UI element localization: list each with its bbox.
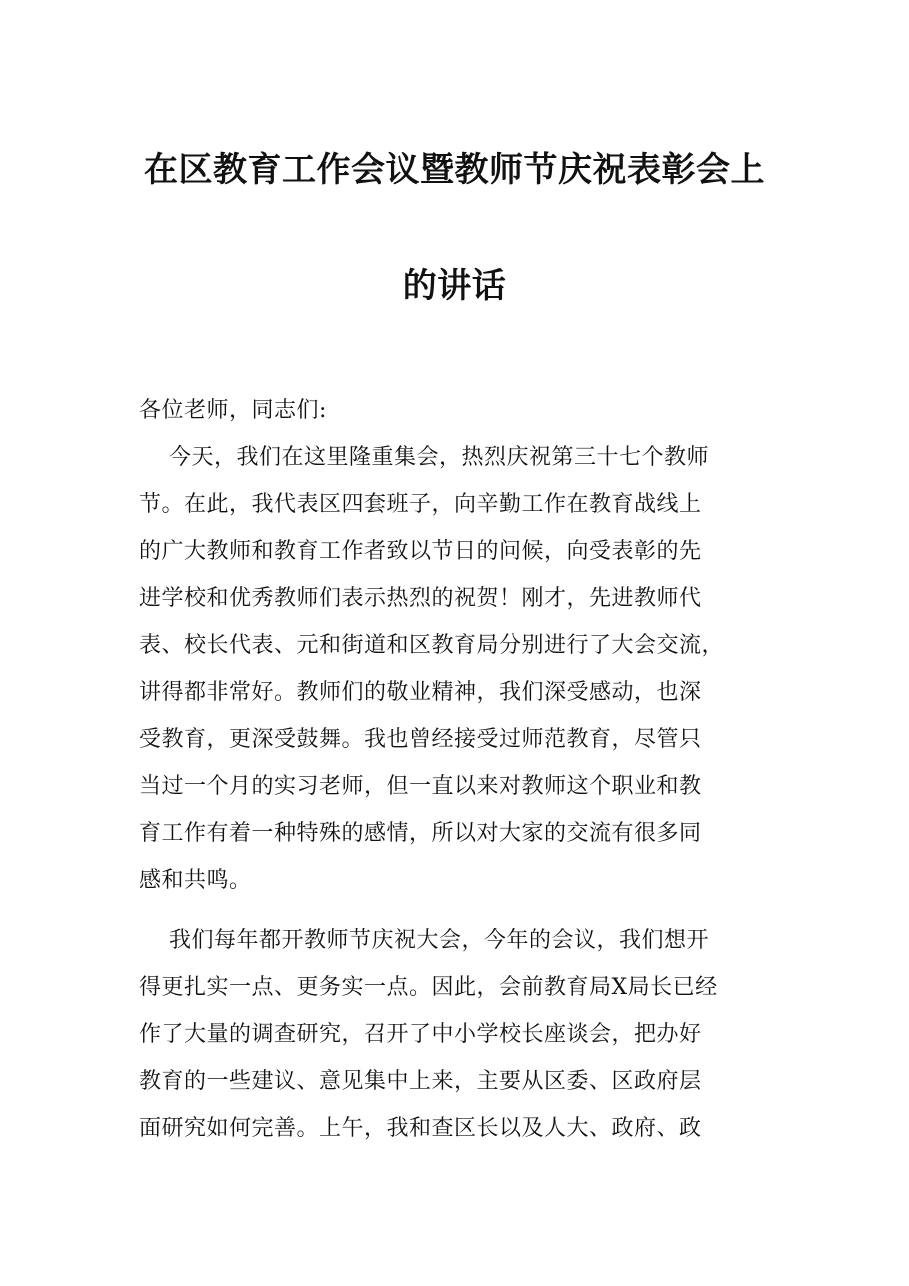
document-title-line-2: 的讲话 xyxy=(402,266,507,306)
paragraph-line: 进学校和优秀教师们表示热烈的祝贺！刚才，先进教师代 xyxy=(139,586,702,611)
paragraph-line: 面研究如何完善。上午，我和查区长以及人大、政府、政 xyxy=(139,1116,702,1141)
paragraph-1 xyxy=(139,439,779,900)
paragraph-line: 讲得都非常好。教师们的敬业精神，我们深受感动，也深 xyxy=(139,680,702,705)
paragraph-line: 节。在此，我代表区四套班子，向辛勤工作在教育战线上 xyxy=(139,492,702,517)
paragraph-line: 今天，我们在这里隆重集会，热烈庆祝第三十七个教师 xyxy=(139,445,709,470)
paragraph-line: 感和共鸣。 xyxy=(139,868,252,893)
document-body xyxy=(139,392,779,1157)
paragraph-line: 得更扎实一点、更务实一点。因此，会前教育局X局长已经 xyxy=(139,975,718,1000)
paragraph-line: 教育的一些建议、意见集中上来，主要从区委、区政府层 xyxy=(139,1069,702,1094)
salutation: 各位老师，同志们: xyxy=(139,398,327,423)
document-title-line-1: 在区教育工作会议暨教师节庆祝表彰会上 xyxy=(144,150,765,190)
paragraph-line: 的广大教师和教育工作者致以节日的问候，向受表彰的先 xyxy=(139,539,702,564)
paragraph-line: 我们每年都开教师节庆祝大会，今年的会议，我们想开 xyxy=(139,928,709,953)
paragraph-line: 当过一个月的实习老师，但一直以来对教师这个职业和教 xyxy=(139,774,702,799)
paragraph-spacer xyxy=(139,909,779,922)
paragraph-2 xyxy=(139,922,779,1148)
paragraph-line: 作了大量的调查研究，召开了中小学校长座谈会，把办好 xyxy=(139,1022,702,1047)
paragraph-line: 育工作有着一种特殊的感情，所以对大家的交流有很多同 xyxy=(139,821,702,846)
paragraph-line: 表、校长代表、元和街道和区教育局分别进行了大会交流， xyxy=(139,633,725,658)
paragraph-line: 受教育，更深受鼓舞。我也曾经接受过师范教育，尽管只 xyxy=(139,727,702,752)
